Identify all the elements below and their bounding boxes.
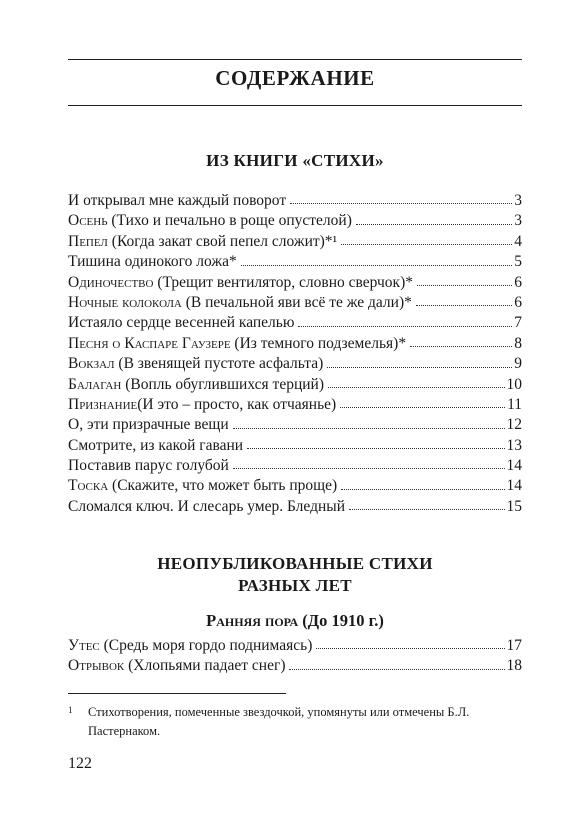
dot-leader (233, 468, 505, 469)
toc-entry-after: (Тихо и печально в роще опустелой) (107, 212, 352, 230)
toc-entry-page: 8 (514, 334, 522, 352)
toc-entry-title (68, 355, 323, 373)
toc-entry-page: 18 (506, 657, 522, 675)
toc-list-stikhi (68, 192, 522, 518)
toc-entry-page: 7 (514, 314, 522, 332)
dot-leader (416, 305, 512, 306)
toc-entry-title (68, 437, 243, 455)
toc-entry (68, 637, 522, 657)
dot-leader (410, 346, 512, 347)
toc-entry-before: Сломался ключ. И слесарь умер. Бледный (68, 497, 345, 515)
dot-leader (290, 203, 512, 204)
footnote-rule (68, 693, 286, 694)
toc-entry-sc: Балаган (68, 375, 122, 393)
toc-entry-title (68, 657, 285, 675)
toc-entry-title (68, 637, 312, 655)
toc-entry-before: О, эти призрачные вещи (68, 416, 229, 434)
toc-entry-title (68, 253, 237, 271)
toc-entry-after: (Вопль обуглившихся терций) (121, 375, 324, 393)
toc-entry-before: Смотрите, из какой гавани (68, 436, 244, 454)
toc-entry (68, 253, 522, 273)
title-underline (68, 105, 522, 106)
toc-entry-title (68, 212, 352, 230)
dot-leader (417, 285, 512, 286)
toc-entry (68, 457, 522, 477)
toc-entry-title (68, 233, 337, 251)
toc-entry-sc: Одиночество (68, 273, 154, 291)
toc-entry-page: 17 (506, 637, 522, 654)
dot-leader (233, 428, 505, 429)
toc-entry (68, 335, 522, 355)
footnote-text: Стихотворения, помеченные звездочкой, упомянуты или отмечены Б.Л. Пастернаком. (88, 705, 470, 738)
dot-leader (340, 407, 505, 408)
dot-leader (356, 224, 512, 225)
top-rule (68, 59, 522, 60)
subsection-title-rest: (До 1910 г.) (298, 611, 384, 630)
toc-entry-after: (Средь моря гордо поднимаясь) (99, 637, 313, 654)
dot-leader (241, 265, 513, 266)
footnote-mark: 1 (68, 705, 73, 715)
toc-entry-after: (И это – просто, как отчаянье) (137, 395, 337, 413)
toc-entry-title (68, 396, 336, 414)
toc-entry (68, 274, 522, 294)
toc-entry-sc: Вокзал (68, 355, 115, 373)
toc-entry (68, 657, 522, 677)
toc-entry-sc: Пепел (68, 232, 108, 250)
toc-entry-page: 14 (506, 477, 522, 495)
toc-entry (68, 437, 522, 457)
toc-entry (68, 477, 522, 497)
toc-entry (68, 212, 522, 232)
toc-entry-page: 9 (514, 355, 522, 373)
toc-entry-page: 3 (514, 212, 522, 230)
toc-entry-sc: Отрывок (68, 657, 125, 675)
section-title-line-1: НЕОПУБЛИКОВАННЫЕ СТИХИ (157, 554, 433, 573)
dot-leader (327, 367, 512, 368)
section-title-stikhi: ИЗ КНИГИ «СТИХИ» (206, 151, 384, 170)
toc-entry (68, 396, 522, 416)
page-number: 122 (68, 755, 92, 772)
toc-entry (68, 376, 522, 396)
toc-entry (68, 314, 522, 334)
toc-entry-title (68, 192, 286, 210)
section-title-unpublished (68, 553, 522, 597)
toc-list-early (68, 637, 522, 678)
toc-entry-after: (В печальной яви всё те же дали)* (181, 293, 412, 311)
toc-entry (68, 233, 522, 253)
toc-entry-sc: Тоска (68, 477, 109, 495)
toc-entry-title (68, 274, 413, 292)
toc-entry-before: И открывал мне каждый поворот (68, 192, 287, 209)
toc-entry-after: (Хлопьями падает снег) (124, 657, 286, 675)
toc-entry-page: 10 (506, 375, 522, 393)
section-title-line-2: РАЗНЫХ ЛЕТ (238, 576, 352, 595)
toc-entry-page: 3 (514, 192, 522, 209)
toc-entry-after: (В звенящей пустоте асфальта) (114, 355, 324, 373)
dot-leader (247, 448, 504, 449)
toc-entry (68, 498, 522, 518)
toc-entry-title (68, 294, 412, 312)
toc-entry-page: 12 (506, 416, 522, 434)
dot-leader (341, 489, 504, 490)
toc-entry-after: (Из темного подземелья)* (230, 334, 407, 352)
toc-entry-page: 6 (514, 273, 522, 291)
toc-entry (68, 355, 522, 375)
dot-leader (341, 244, 512, 245)
toc-entry-title (68, 376, 324, 394)
footnote (68, 703, 522, 741)
toc-entry-page: 4 (514, 232, 522, 250)
toc-entry-before: Поставив парус голубой (68, 457, 229, 475)
toc-entry-page: 14 (506, 457, 522, 475)
toc-entry-page: 11 (507, 395, 522, 413)
toc-entry-sc: Ночные колокола (68, 293, 182, 311)
toc-entry (68, 416, 522, 436)
toc-entry-title (68, 477, 337, 495)
toc-entry-page: 13 (506, 436, 522, 454)
toc-entry-after: (Трещит вентилятор, словно сверчок)* (153, 273, 413, 291)
toc-entry-sc: Утес (68, 637, 100, 654)
dot-leader (316, 648, 504, 649)
toc-entry-sc: Песня о Каспаре Гаузере (68, 334, 231, 352)
dot-leader (298, 326, 512, 327)
toc-entry-title (68, 314, 294, 332)
toc-entry-page: 5 (514, 253, 522, 271)
toc-entry-sc: Осень (68, 212, 108, 230)
toc-entry-page: 15 (506, 497, 522, 515)
subsection-title (68, 611, 522, 631)
dot-leader (349, 509, 505, 510)
toc-entry-sc: Признание (68, 395, 138, 413)
dot-leader (289, 669, 504, 670)
toc-entry-title (68, 416, 229, 434)
toc-entry-after: (Когда закат свой пепел сложит)*¹ (107, 232, 338, 250)
subsection-title-smallcaps: Ранняя пора (206, 611, 299, 630)
toc-entry-title (68, 498, 345, 516)
toc-entry-after: (Скажите, что может быть проще) (108, 477, 338, 495)
page-title: СОДЕРЖАНИЕ (215, 66, 375, 90)
toc-entry (68, 294, 522, 314)
toc-entry-page: 6 (514, 293, 522, 311)
toc-entry (68, 192, 522, 212)
toc-entry-before: Истаяло сердце весенней капелью (68, 314, 295, 332)
toc-entry-before: Тишина одинокого ложа* (68, 253, 237, 271)
toc-entry-title (68, 457, 229, 475)
dot-leader (328, 387, 505, 388)
toc-entry-title (68, 335, 406, 353)
